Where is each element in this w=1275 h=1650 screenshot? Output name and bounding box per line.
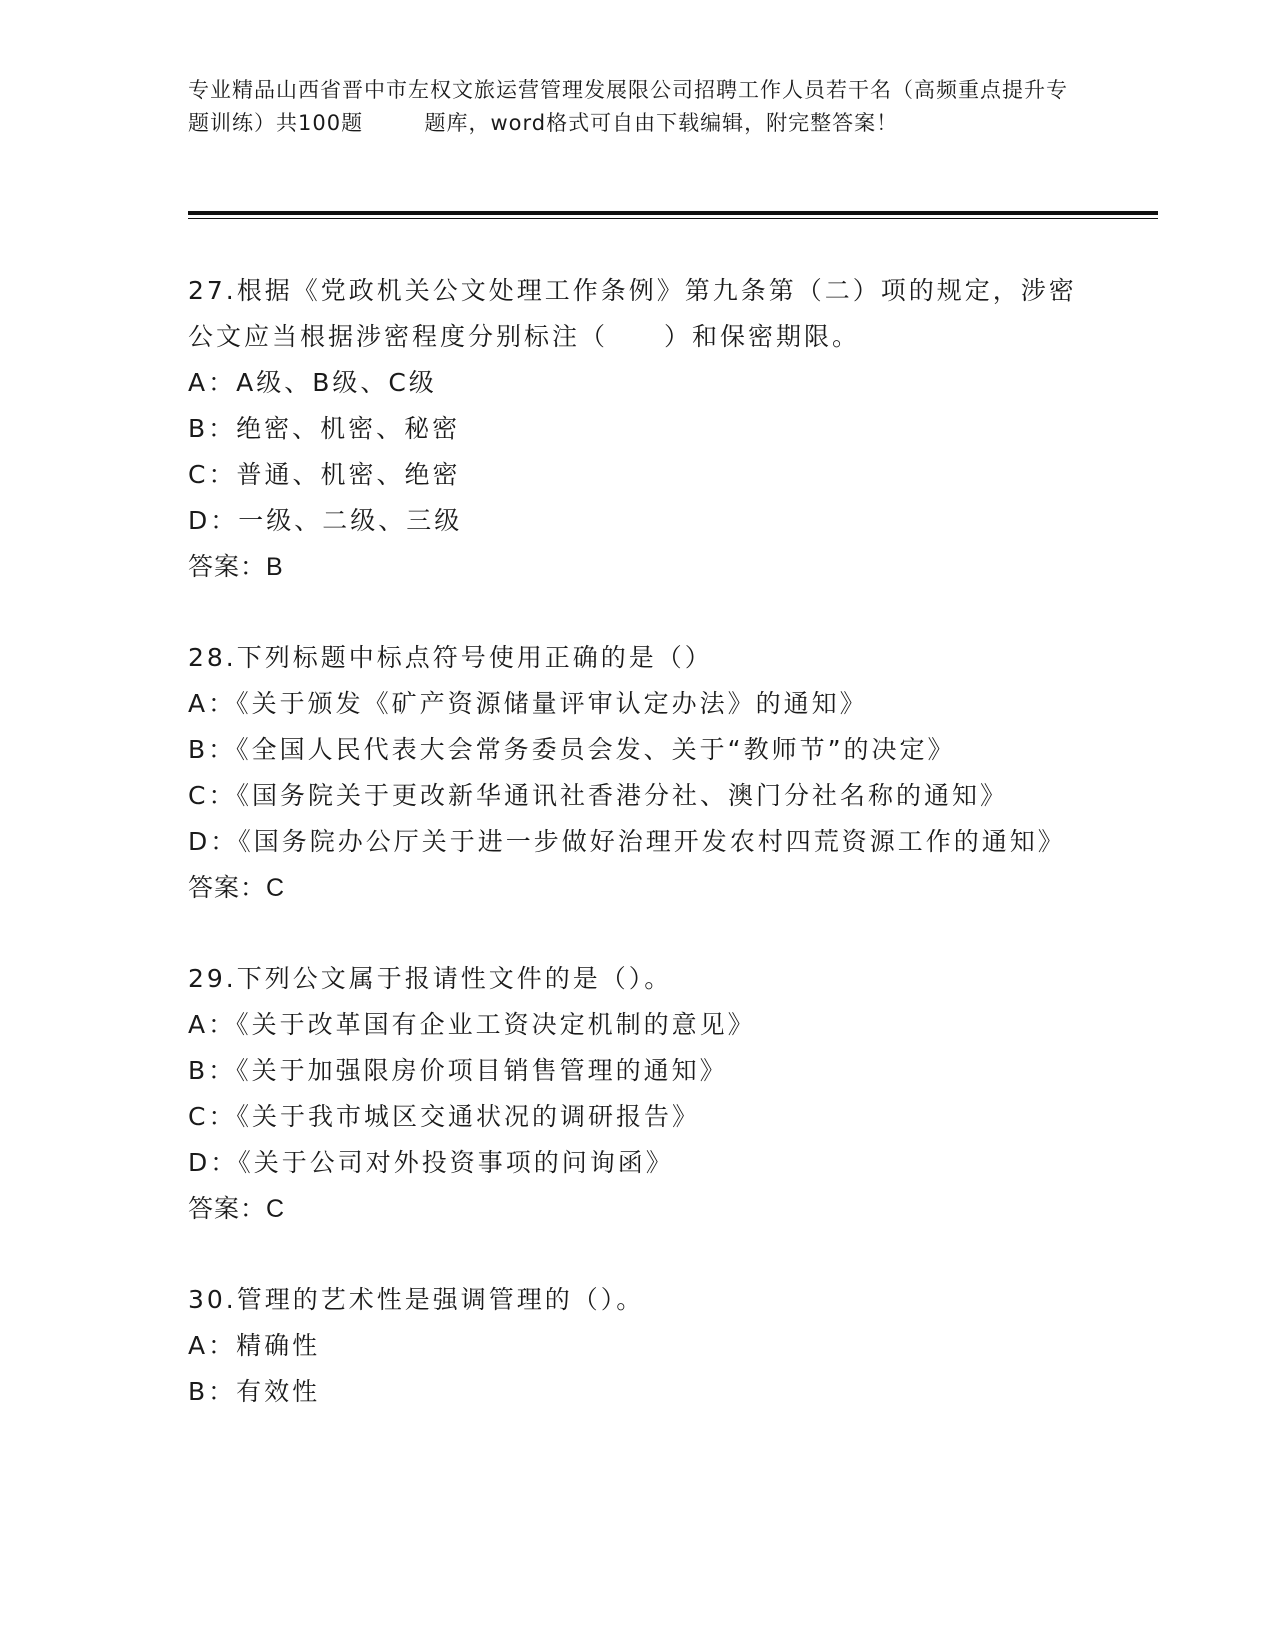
option-b: B：《全国人民代表大会常务委员会发、关于“教师节”的决定》 — [188, 735, 956, 764]
option-b: B：《关于加强限房价项目销售管理的通知》 — [188, 1056, 728, 1085]
option-a: A：精确性 — [188, 1331, 321, 1360]
option-c: C：《关于我市城区交通状况的调研报告》 — [188, 1102, 700, 1131]
option-a: A：A级、B级、C级 — [188, 368, 437, 397]
question-30 — [188, 1277, 1088, 1415]
answer-label: 答案：B — [188, 553, 284, 581]
question-27 — [188, 268, 1088, 590]
document-header: 专业精品山西省晋中市左权文旅运营管理发展限公司招聘工作人员若干名（高频重点提升专题训练）共100题 题库，word格式可自由下载编辑，附完整答案！ — [188, 78, 1068, 135]
question-stem: 30.管理的艺术性是强调管理的（）。 — [188, 1285, 645, 1314]
option-c: C：普通、机密、绝密 — [188, 460, 461, 489]
option-a: A：《关于颁发《矿产资源储量评审认定办法》的通知》 — [188, 689, 868, 718]
question-stem: 28.下列标题中标点符号使用正确的是（） — [188, 643, 713, 672]
question-29 — [188, 956, 1088, 1232]
option-d: D：《关于公司对外投资事项的问询函》 — [188, 1148, 674, 1177]
option-a: A：《关于改革国有企业工资决定机制的意见》 — [188, 1010, 756, 1039]
question-stem: 27.根据《党政机关公文处理工作条例》第九条第（二）项的规定，涉密公文应当根据涉密程度分别标注（ ）和保密期限。 — [188, 276, 1077, 351]
option-b: B：有效性 — [188, 1377, 321, 1406]
header-divider-thin — [188, 218, 1158, 219]
option-b: B：绝密、机密、秘密 — [188, 414, 461, 443]
header-divider-thick — [188, 211, 1158, 215]
question-list — [188, 268, 1088, 1460]
question-stem: 29.下列公文属于报请性文件的是（）。 — [188, 964, 673, 993]
answer-label: 答案：C — [188, 1195, 286, 1223]
question-28 — [188, 635, 1088, 911]
answer-label: 答案：C — [188, 874, 286, 902]
option-c: C：《国务院关于更改新华通讯社香港分社、澳门分社名称的通知》 — [188, 781, 1008, 810]
option-d: D：一级、二级、三级 — [188, 506, 463, 535]
option-d: D：《国务院办公厅关于进一步做好治理开发农村四荒资源工作的通知》 — [188, 827, 1066, 856]
